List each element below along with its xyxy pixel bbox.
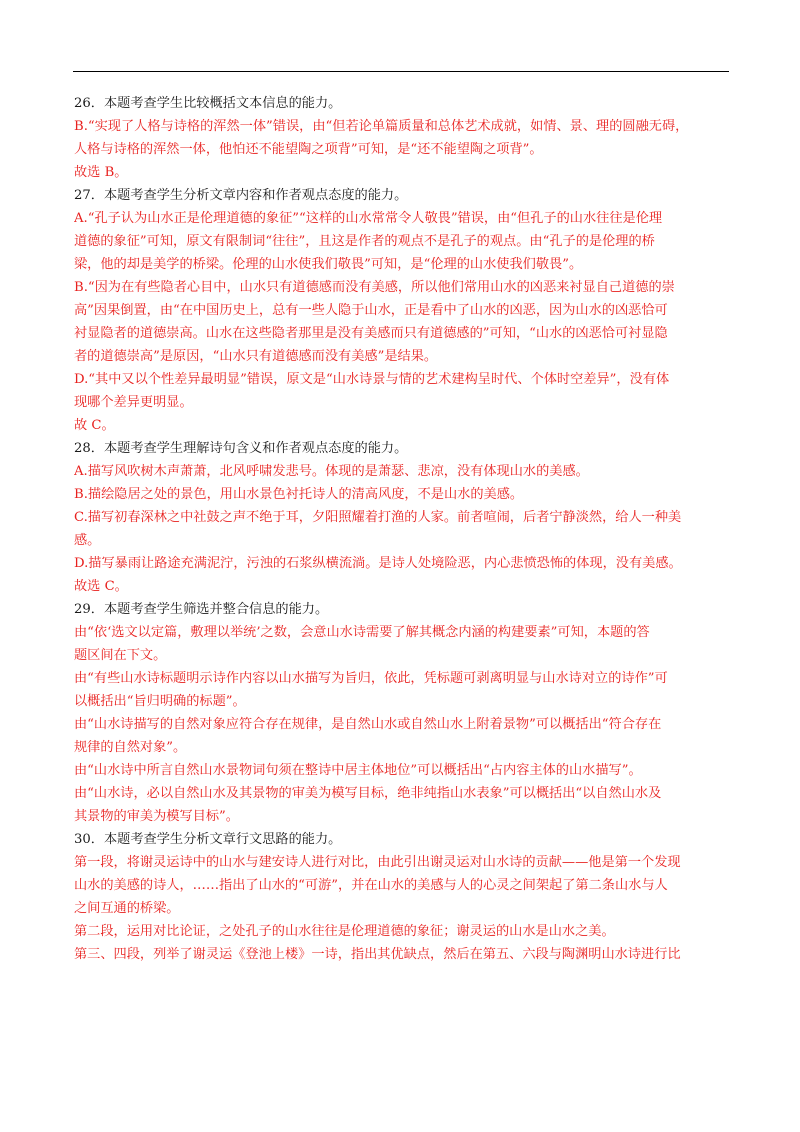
answer-explanation-line: 以概括出“旨归明确的标题”。	[74, 694, 246, 709]
answer-explanation-line: 第二段，运用对比论证，之处孔子的山水往往是伦理道德的象征；谢灵运的山水是山水之美。	[74, 924, 615, 939]
answer-explanation-line: 第三、四段，列举了谢灵运《登池上楼》一诗，指出其优缺点，然后在第五、六段与陶渊明山水诗进行比	[74, 947, 681, 962]
answer-explanation-line: 者的道德崇高”是原因，“山水只有道德感而没有美感”是结果。	[74, 349, 438, 364]
answer-explanation-line: C.描写初春深林之中社鼓之声不绝于耳，夕阳照耀着打渔的人家。前者喧闹，后者宁静淡然，给人一种美	[74, 510, 682, 525]
answer-explanation-line: A.描写风吹树木声萧萧，北风呼啸发悲号。体现的是萧瑟、悲凉，没有体现山水的美感。	[74, 464, 589, 479]
answer-explanation-line: 由“山水诗描写的自然对象应符合存在规律，是自然山水或自然山水上附着景物”可以概括出“符合存在	[74, 717, 662, 732]
answer-explanation-line: 高”因果倒置，由“在中国历史上，总有一些人隐于山水，正是看中了山水的凶恶，因为山水的凶恶恰可	[74, 303, 668, 318]
answer-explanation-line: 道德的象征”可知，原文有限制词“往往”，且这是作者的观点不是孔子的观点。由“孔子的是伦理的桥	[74, 234, 655, 249]
answer-explanation-line: 故 C。	[74, 418, 115, 433]
question-heading-line: 27．本题考查学生分析文章内容和作者观点态度的能力。	[74, 188, 408, 203]
answer-explanation-line: 规律的自然对象”。	[74, 740, 187, 755]
question-heading-line: 28．本题考查学生理解诗句含义和作者观点态度的能力。	[74, 441, 408, 456]
answer-explanation-line: 故选 B。	[74, 165, 128, 180]
header-rule	[73, 71, 729, 72]
answer-explanation-line: 由“有些山水诗标题明示诗作内容以山水描写为旨归，依此，凭标题可剥离明显与山水诗对立的诗作”可	[74, 671, 668, 686]
answer-explanation-line: 第一段，将谢灵运诗中的山水与建安诗人进行对比，由此引出谢灵运对山水诗的贡献——他是第一个发现	[74, 855, 681, 870]
answer-explanation-line: D.描写暴雨让路途充满泥泞，污浊的石浆纵横流淌。是诗人处境险恶，内心悲愤恐怖的体现，没有美感。	[74, 556, 682, 571]
answer-key-body	[74, 92, 734, 966]
answer-explanation-line: 感。	[74, 533, 101, 548]
answer-explanation-line: A.“孔子认为山水正是伦理道德的象征”“这样的山水常常令人敬畏”错误，由“但孔子的山水往往是伦理	[74, 211, 663, 226]
answer-explanation-line: 其景物的审美为模写目标”。	[74, 809, 239, 824]
answer-explanation-line: 之间互通的桥梁。	[74, 901, 180, 916]
answer-explanation-line: 故选 C。	[74, 579, 128, 594]
answer-explanation-line: 人格与诗格的浑然一体，他怕还不能望陶之项背”可知，是“还不能望陶之项背”。	[74, 142, 543, 157]
answer-explanation-line: 题区间在下文。	[74, 648, 167, 663]
answer-explanation-line: B.“因为在有些隐者心目中，山水只有道德感而没有美感，所以他们常用山水的凶恶来衬显自己道德的崇	[74, 280, 675, 295]
question-heading-line: 29．本题考查学生筛选并整合信息的能力。	[74, 602, 329, 617]
question-heading-line: 26．本题考查学生比较概括文本信息的能力。	[74, 96, 342, 111]
answer-explanation-line: 现哪个差异更明显。	[74, 395, 193, 410]
answer-explanation-line: 梁，他的却是美学的桥梁。伦理的山水使我们敬畏”可知，是“伦理的山水使我们敬畏”。	[74, 257, 583, 272]
answer-explanation-line: B.描绘隐居之处的景色，用山水景色衬托诗人的清高风度，不是山水的美感。	[74, 487, 524, 502]
answer-explanation-line: D.“其中又以个性差异最明显”错误，原文是“山水诗景与情的艺术建构呈时代、个体时空差异”，没有体	[74, 372, 670, 387]
question-heading-line: 30．本题考查学生分析文章行文思路的能力。	[74, 832, 342, 847]
answer-explanation-line: 山水的美感的诗人，……指出了山水的“可游”，并在山水的美感与人的心灵之间架起了第二条山水与人	[74, 878, 668, 893]
answer-explanation-line: B.“实现了人格与诗格的浑然一体”错误，由“但若论单篇质量和总体艺术成就，如情、景、理的圆融无碍，	[74, 119, 689, 134]
answer-explanation-line: 衬显隐者的道德崇高。山水在这些隐者那里是没有美感而只有道德感的”可知，“山水的凶恶恰可衬显隐	[74, 326, 668, 341]
answer-explanation-line: 由“山水诗，必以自然山水及其景物的审美为模写目标，绝非纯指山水表象”可以概括出“以自然山水及	[74, 786, 662, 801]
answer-explanation-line: 由“依‘选文以定篇，敷理以举统’之数，会意山水诗需要了解其概念内涵的构建要素”可知，本题的答	[74, 625, 650, 640]
answer-explanation-line: 由“山水诗中所言自然山水景物词句须在整诗中居主体地位”可以概括出“占内容主体的山水描写”。	[74, 763, 642, 778]
